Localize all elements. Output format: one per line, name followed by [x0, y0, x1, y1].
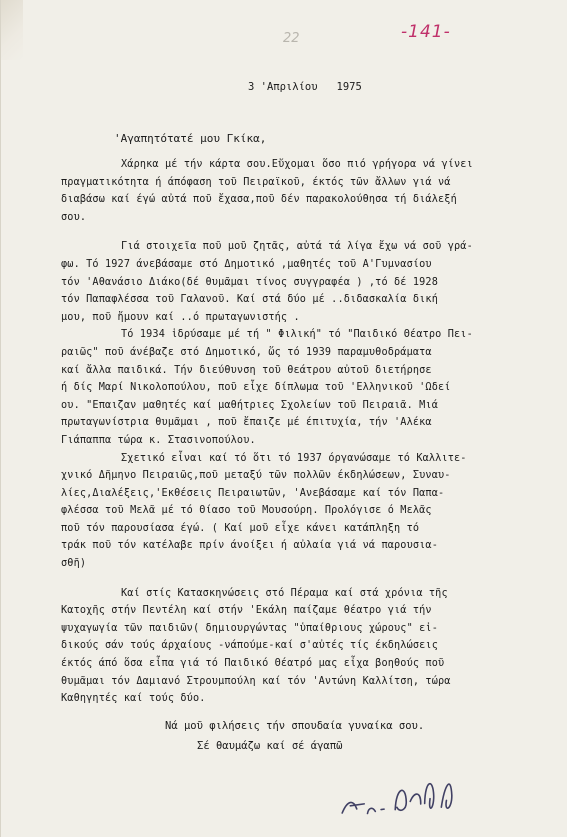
text-line: Κατοχῆς στήν Πεντέλη καί στήν 'Εκάλη παίζαμε θέατρο γιά τήν: [61, 605, 432, 617]
text-line: Χάρηκα μέ τήν κάρτα σου.Εὔχομαι ὅσο πιό γρήγορα νά γίνει: [121, 159, 473, 170]
text-line: ή δίς Μαρί Νικολοπούλου, ποῦ εἶχε δίπλωμα τοῦ 'Ελληνικοῦ 'Ωδεί: [61, 382, 451, 394]
text-line: μου, ποῦ ἤμουν καί ..ό πρωταγωνιστής .: [61, 311, 300, 323]
text-line: Γιάπαππα τώρα κ. Στασινοπούλου.: [61, 434, 256, 446]
text-line: έκτός άπό ὅσα εἶπα γιά τό Παιδικό Θέατρό μας εἶχα βοηθούς ποῦ: [61, 658, 445, 670]
text-line: διαβάσω καί έγώ αὐτά ποῦ ἔχασα,ποῦ δέν παρακολούθησα τή διάλεξή: [61, 194, 457, 206]
paragraph-4: [61, 450, 549, 573]
text-line: θυμᾶμαι τόν Δαμιανό Στρουμπούλη καί τόν 'Αντώνη Καλλίτση, τώρα: [61, 675, 451, 687]
text-line: Σχετικό εἶναι καί τό ὅτι τό 1937 όργανώσαμε τό Καλλιτε-: [121, 452, 467, 464]
closing-line-2: Σέ θαυμάζω καί σέ άγαπῶ: [197, 740, 343, 752]
text-line: χνικό Δῆμηνο Πειραιῶς,ποῦ μεταξύ τῶν πολλῶν έκδηλώσεων, Συναυ-: [61, 470, 451, 482]
text-line: λίες,Διαλέξεις,'Εκθέσεις Πειραιωτῶν, 'Ανεβάσαμε καί τόν Παπα-: [61, 487, 445, 499]
paragraph-1: [61, 156, 549, 226]
handwritten-signature: [333, 763, 479, 837]
text-line: τόν 'Αθανάσιο Διάκο(δέ θυμᾶμαι τίνος συγγραφέα ) ,τό δέ 1928: [61, 276, 439, 288]
text-line: πραγματικότητα ή άπόφαση τοῦ Πειραϊκοῦ, έκτός τῶν ἄλλων γιά νά: [61, 176, 451, 188]
text-line: ραιῶς" ποῦ άνέβαζε στό Δημοτικό, ὥς τό 1939 παραμυθοδράματα: [61, 346, 432, 358]
text-line: τράκ ποῦ τόν κατέλαβε πρίν άνοίξει ή αὐλαία γιά νά παρουσια-: [61, 540, 439, 552]
text-line: πρωταγωνίστρια θυμᾶμαι , ποῦ ἔπαιζε μέ έπιτυχία, τήν 'Αλέκα: [61, 417, 432, 429]
archive-page-number: -141-: [401, 22, 451, 42]
paragraph-5: [61, 585, 549, 708]
closing-line-1: Νά μοῦ φιλήσεις τήν σπουδαία γυναίκα σου.: [165, 720, 425, 732]
signature-scribble: [333, 763, 479, 832]
text-line: σθῆ): [61, 558, 87, 570]
text-line: φλέσσα τοῦ Μελᾶ μέ τό Θίασο τοῦ Μουσούρη. Προλόγισε ό Μελᾶς: [61, 505, 432, 517]
letter-date: 3 'Απριλίου 1975: [248, 81, 362, 93]
salutation: 'Αγαπητότατέ μου Γκίκα,: [114, 132, 267, 145]
paper-corner-damage: [1, 0, 23, 60]
text-line: σου.: [61, 211, 87, 223]
pencil-page-number: 22: [283, 31, 300, 46]
letter-body: [61, 156, 549, 708]
text-line: καί ἄλλα παιδικά. Τήν διεύθυνση τοῦ θεάτρου αὐτοῦ διετήρησε: [61, 364, 432, 376]
paragraph-3: [61, 326, 549, 449]
text-line: Γιά στοιχεῖα ποῦ μοῦ ζητᾶς, αὐτά τά λίγα ἔχω νά σοῦ γρά-: [121, 241, 473, 253]
text-line: Τό 1934 ἱδρύσαμε μέ τή " Φιλική" τό "Παιδικό Θέατρο Πει-: [121, 329, 473, 341]
text-line: ποῦ τόν παρουσίασα έγώ. ( Καί μοῦ εἶχε κάνει κατάπληξη τό: [61, 522, 420, 534]
text-line: Καθηγητές καί τούς δύο.: [61, 693, 206, 705]
text-line: φω. Τό 1927 άνεβάσαμε στό Δημοτικό ,μαθητές τοῦ Α'Γυμνασίου: [61, 258, 432, 270]
text-line: τόν Παπαφλέσσα τοῦ Γαλανοῦ. Καί στά δύο μέ ..διδασκαλία δική: [61, 294, 439, 306]
text-line: ψυχαγωγία τῶν παιδιῶν( δημιουργώντας "ὑπαίθριους χώρους" εἰ-: [61, 622, 439, 634]
paragraph-2: [61, 238, 549, 326]
text-line: δικούς σάν τούς άρχαίους -νάπούμε-καί σ'αὐτές τίς έκδηλώσεις: [61, 640, 439, 652]
text-line: ου. "Επαιζαν μαθητές καί μαθήτριες Σχολείων τοῦ Πειραιᾶ. Μιά: [61, 399, 439, 411]
text-line: Καί στίς Κατασκηνώσεις στό Πέραμα καί στά χρόνια τῆς: [121, 587, 448, 599]
